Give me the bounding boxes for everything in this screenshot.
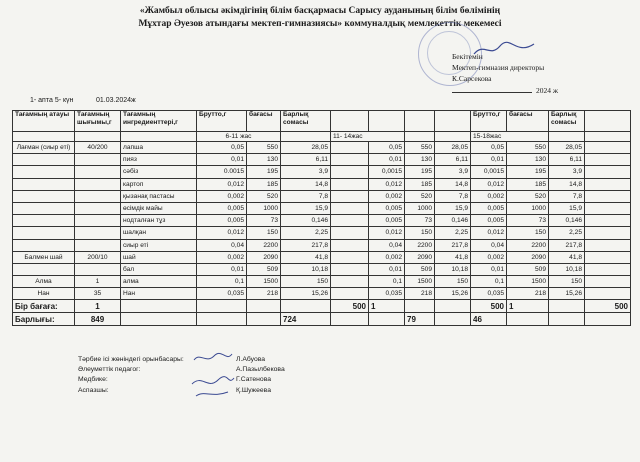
table-cell: 0,012: [471, 178, 507, 190]
table-cell: 849: [75, 313, 121, 326]
unit-price-row: [13, 300, 631, 313]
col-dish-name: Тағамның атауы: [13, 111, 75, 132]
signature-name: Г.Сатенова: [236, 376, 272, 384]
table-cell: 0,146: [281, 215, 331, 227]
table-cell: [13, 166, 75, 178]
table-cell: [75, 166, 121, 178]
table-row: [13, 276, 631, 288]
table-cell: 15,9: [435, 202, 471, 214]
table-cell: пияз: [121, 154, 197, 166]
table-cell: 0,012: [369, 227, 405, 239]
table-row: [13, 142, 631, 154]
table-cell: сиыр еті: [121, 239, 197, 251]
total-row: [13, 313, 631, 326]
col-price-1: бағасы: [247, 111, 281, 132]
table-cell: 1: [507, 300, 549, 313]
table-cell: 3,9: [281, 166, 331, 178]
table-cell: 550: [507, 142, 549, 154]
table-row: [13, 288, 631, 300]
table-cell: 2090: [405, 251, 435, 263]
table-cell: 1500: [405, 276, 435, 288]
unit-price-label: Бір бағаға:: [13, 300, 75, 313]
table-cell: 28,05: [435, 142, 471, 154]
table-cell: 28,05: [281, 142, 331, 154]
approval-date: 2024 ж: [536, 86, 559, 95]
table-cell: 15,26: [549, 288, 585, 300]
table-cell: Нан: [121, 288, 197, 300]
table-cell: 130: [247, 154, 281, 166]
table-cell: 0,002: [369, 190, 405, 202]
table-cell: 0,002: [369, 251, 405, 263]
table-cell: [13, 263, 75, 275]
total-label: Барлығы:: [13, 313, 75, 326]
table-cell: нодталған тұз: [121, 215, 197, 227]
table-cell: 6,11: [435, 154, 471, 166]
table-cell: 218: [247, 288, 281, 300]
table-cell: 1500: [507, 276, 549, 288]
table-cell: 40/200: [75, 142, 121, 154]
table-cell: 14,8: [435, 178, 471, 190]
signature-role: Тәрбие ісі жөніндегі орынбасары:: [78, 356, 184, 363]
table-cell: 0,012: [197, 178, 247, 190]
signature-roles: [78, 355, 184, 396]
signature-name: А.Пазылбекова: [236, 366, 285, 374]
table-cell: 217,8: [281, 239, 331, 251]
signature-role: Аспазшы:: [78, 386, 109, 394]
table-cell: 73: [247, 215, 281, 227]
table-cell: 1500: [247, 276, 281, 288]
table-cell: 0,146: [435, 215, 471, 227]
table-cell: 0,005: [471, 202, 507, 214]
table-row: [13, 178, 631, 190]
table-cell: 3,9: [549, 166, 585, 178]
week-day-label: 1- апта 5- күн: [30, 97, 74, 104]
col-sum-3: Барлық сомасы: [549, 111, 585, 132]
table-cell: 0,04: [471, 239, 507, 251]
table-cell: 150: [247, 227, 281, 239]
table-cell: 0,01: [471, 263, 507, 275]
table-cell: лапша: [121, 142, 197, 154]
table-cell: алма: [121, 276, 197, 288]
table-cell: [13, 239, 75, 251]
table-cell: [13, 202, 75, 214]
signature-role: Медбике:: [78, 376, 108, 384]
table-cell: 0,012: [369, 178, 405, 190]
table-cell: 41,8: [435, 251, 471, 263]
table-cell: 2090: [247, 251, 281, 263]
table-cell: 0,05: [369, 142, 405, 154]
age-group-2: 11- 14жас: [331, 132, 405, 142]
table-cell: 0,01: [369, 263, 405, 275]
table-cell: 0,1: [197, 276, 247, 288]
table-cell: шалқан: [121, 227, 197, 239]
table-cell: 520: [507, 190, 549, 202]
table-cell: [13, 227, 75, 239]
table-cell: 724: [281, 313, 331, 326]
table-cell: 200/10: [75, 251, 121, 263]
table-cell: 10,18: [281, 263, 331, 275]
table-cell: 218: [405, 288, 435, 300]
table-row: [13, 154, 631, 166]
table-cell: 2,25: [435, 227, 471, 239]
table-cell: 0,002: [197, 251, 247, 263]
table-cell: 150: [549, 276, 585, 288]
table-cell: 0,01: [471, 154, 507, 166]
table-cell: 520: [405, 190, 435, 202]
table-cell: 185: [405, 178, 435, 190]
table-cell: 0,005: [197, 215, 247, 227]
table-cell: 0,002: [471, 251, 507, 263]
table-cell: 41,8: [281, 251, 331, 263]
table-cell: 2200: [405, 239, 435, 251]
table-cell: 73: [507, 215, 549, 227]
table-cell: 195: [247, 166, 281, 178]
table-cell: 0,0015: [471, 166, 507, 178]
table-row: [13, 190, 631, 202]
table-cell: [75, 190, 121, 202]
table-cell: 550: [247, 142, 281, 154]
table-cell: 1: [369, 300, 405, 313]
signature-name: Қ.Шужеева: [236, 386, 271, 394]
signature-role: Әлеуметтік педагог:: [78, 366, 141, 374]
table-cell: 500: [585, 300, 631, 313]
table-cell: 0,01: [369, 154, 405, 166]
table-cell: [13, 190, 75, 202]
table-cell: сәбіз: [121, 166, 197, 178]
table-cell: 520: [247, 190, 281, 202]
table-cell: 0,035: [471, 288, 507, 300]
table-cell: бал: [121, 263, 197, 275]
signature-name: Л.Абуова: [236, 356, 266, 363]
table-cell: [75, 263, 121, 275]
table-cell: 217,8: [549, 239, 585, 251]
table-cell: 195: [405, 166, 435, 178]
table-cell: 1: [75, 300, 121, 313]
table-cell: 1000: [507, 202, 549, 214]
table-row: [13, 215, 631, 227]
table-cell: 7,8: [435, 190, 471, 202]
table-cell: 0,005: [197, 202, 247, 214]
table-cell: 0,012: [197, 227, 247, 239]
table-cell: [13, 215, 75, 227]
table-cell: 0,05: [197, 142, 247, 154]
table-cell: [13, 178, 75, 190]
table-cell: 14,8: [549, 178, 585, 190]
col-sum-1: Барлық сомасы: [281, 111, 331, 132]
table-cell: 0,012: [471, 227, 507, 239]
table-cell: 6,11: [549, 154, 585, 166]
table-cell: 218: [507, 288, 549, 300]
table-cell: 7,8: [549, 190, 585, 202]
table-cell: 150: [507, 227, 549, 239]
approval-date-line: [452, 92, 532, 93]
table-cell: Балмен шай: [13, 251, 75, 263]
header-row: [13, 111, 631, 132]
table-cell: 150: [281, 276, 331, 288]
table-cell: 2200: [247, 239, 281, 251]
staff-signatures: [190, 350, 236, 400]
age-group-3: 15-18жас: [471, 132, 549, 142]
table-cell: [75, 239, 121, 251]
table-cell: 79: [405, 313, 435, 326]
table-cell: 150: [435, 276, 471, 288]
age-row: [13, 132, 631, 142]
table-row: [13, 239, 631, 251]
table-cell: 35: [75, 288, 121, 300]
table-cell: 185: [247, 178, 281, 190]
menu-table: [12, 110, 631, 326]
table-cell: 7,8: [281, 190, 331, 202]
table-cell: өсімдік майы: [121, 202, 197, 214]
table-cell: 150: [405, 227, 435, 239]
table-cell: 2,25: [549, 227, 585, 239]
table-cell: 1: [75, 276, 121, 288]
table-cell: 0,1: [471, 276, 507, 288]
approval-position: Мектеп-гимназия директоры: [452, 63, 545, 72]
table-cell: 0,05: [471, 142, 507, 154]
table-cell: 1000: [247, 202, 281, 214]
age-group-1: 6-11 жас: [197, 132, 281, 142]
table-cell: 10,18: [549, 263, 585, 275]
table-cell: 10,18: [435, 263, 471, 275]
table-cell: 0,0015: [369, 166, 405, 178]
table-row: [13, 166, 631, 178]
table-cell: [75, 202, 121, 214]
table-cell: [75, 215, 121, 227]
table-cell: [75, 178, 121, 190]
table-cell: 217,8: [435, 239, 471, 251]
table-cell: 2200: [507, 239, 549, 251]
table-cell: [13, 154, 75, 166]
table-cell: 0,04: [197, 239, 247, 251]
table-cell: шай: [121, 251, 197, 263]
table-cell: 1000: [405, 202, 435, 214]
org-title-line2: Мұхтар Әуезов атындағы мектеп-гимназиясы» коммуналдық мемлекеттік мекемесі: [138, 19, 502, 29]
table-cell: 550: [405, 142, 435, 154]
table-cell: қызанақ пастасы: [121, 190, 197, 202]
table-cell: 195: [507, 166, 549, 178]
table-cell: 130: [507, 154, 549, 166]
org-title-line1: «Жамбыл облысы әкімдігінің білім басқармасы Сарысу ауданының білім бөлімінің: [139, 6, 501, 16]
table-cell: 6,11: [281, 154, 331, 166]
table-cell: 2,25: [281, 227, 331, 239]
table-cell: 46: [471, 313, 507, 326]
table-cell: 15,26: [435, 288, 471, 300]
approval-title: Бекітемін: [452, 52, 483, 61]
col-yield: Тағамның шығымы,г: [75, 111, 121, 132]
table-cell: 0.0015: [197, 166, 247, 178]
table-cell: Алма: [13, 276, 75, 288]
table-cell: Нан: [13, 288, 75, 300]
table-cell: 0,01: [197, 263, 247, 275]
table-cell: 3,9: [435, 166, 471, 178]
col-price-3: бағасы: [507, 111, 549, 132]
table-cell: 15,9: [549, 202, 585, 214]
table-cell: 509: [247, 263, 281, 275]
table-cell: [75, 227, 121, 239]
table-cell: 500: [331, 300, 369, 313]
table-cell: 2090: [507, 251, 549, 263]
table-cell: 0,005: [471, 215, 507, 227]
table-cell: [75, 154, 121, 166]
table-cell: картоп: [121, 178, 197, 190]
table-row: [13, 251, 631, 263]
table-cell: 0,005: [369, 202, 405, 214]
table-row: [13, 202, 631, 214]
approval-name: К.Сарсекова: [452, 74, 492, 83]
table-cell: 0,002: [471, 190, 507, 202]
menu-body: [13, 142, 631, 300]
col-gross-3: Брутто,г: [471, 111, 507, 132]
table-row: [13, 263, 631, 275]
table-cell: 15,26: [281, 288, 331, 300]
table-cell: 0,002: [197, 190, 247, 202]
table-cell: 0,1: [369, 276, 405, 288]
col-gross-1: Брутто,г: [197, 111, 247, 132]
table-cell: 15,9: [281, 202, 331, 214]
signature-names: [236, 355, 285, 396]
table-row: [13, 227, 631, 239]
table-cell: 130: [405, 154, 435, 166]
table-cell: 0,035: [369, 288, 405, 300]
table-cell: 73: [405, 215, 435, 227]
table-cell: 0,04: [369, 239, 405, 251]
table-cell: 509: [507, 263, 549, 275]
table-cell: 14,8: [281, 178, 331, 190]
table-cell: 28,05: [549, 142, 585, 154]
table-cell: 0,005: [369, 215, 405, 227]
menu-date: 01.03.2024ж: [96, 97, 136, 104]
table-cell: 0,01: [197, 154, 247, 166]
table-cell: 509: [405, 263, 435, 275]
table-cell: 500: [471, 300, 507, 313]
col-ingredients: Тағамның ингредиенттері,г: [121, 111, 197, 132]
table-cell: Лағман (сиыр еті): [13, 142, 75, 154]
table-cell: 0,146: [549, 215, 585, 227]
table-cell: 0,035: [197, 288, 247, 300]
table-cell: 41,8: [549, 251, 585, 263]
table-cell: 185: [507, 178, 549, 190]
